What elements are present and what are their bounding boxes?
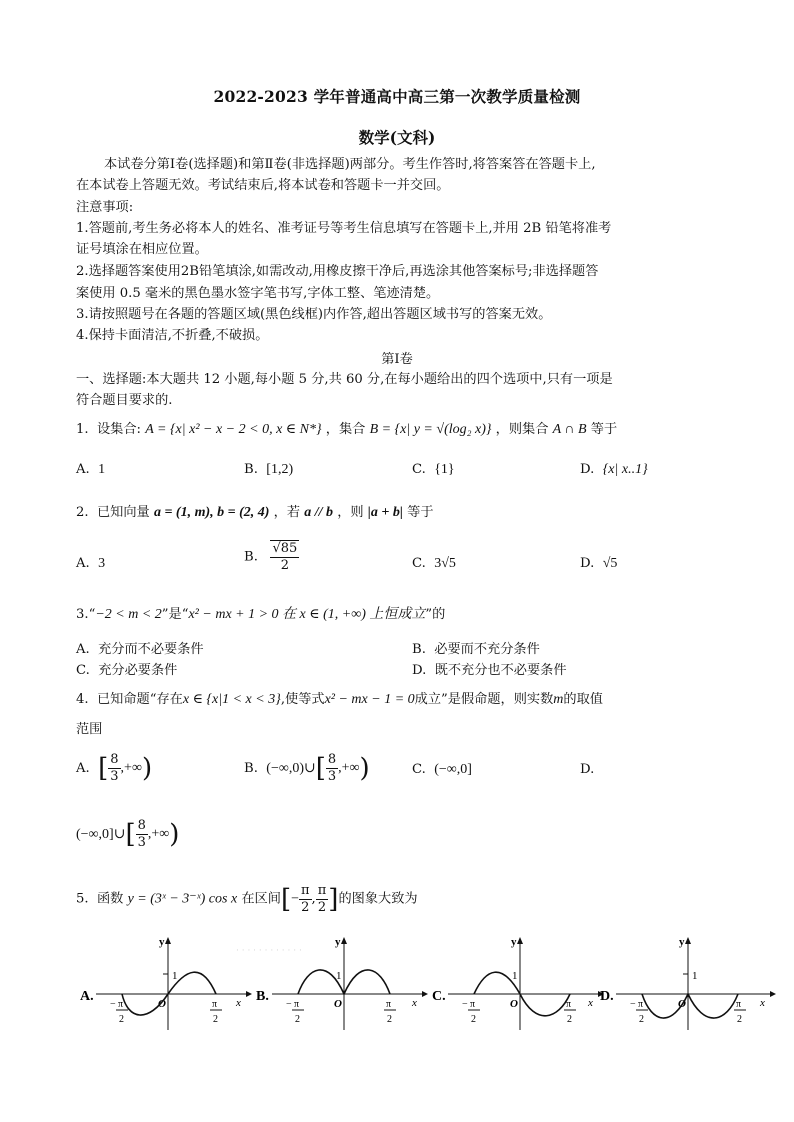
svg-text:2: 2 <box>737 1014 742 1025</box>
question-number: 5. <box>76 891 89 907</box>
question-number: 1. <box>76 422 89 437</box>
q1-option-d: D. {x| x..1} <box>580 462 648 477</box>
svg-text:C.: C. <box>432 989 446 1004</box>
question-4-continued: 范围 <box>76 722 103 737</box>
function-expression: y = (3ˣ − 3⁻ˣ) cos x <box>127 891 238 907</box>
graph-option-b <box>252 932 428 1032</box>
svg-text:2: 2 <box>567 1014 572 1025</box>
question-text: ，若 <box>273 505 301 520</box>
svg-text:2: 2 <box>213 1014 218 1025</box>
note-2a: 2.选择题答案使用2B铅笔填涂,如需改动,用橡皮擦干净后,再选涂其他答案标号;非选择题答 <box>76 264 599 279</box>
q3-option-c: C. 充分必要条件 <box>76 663 178 678</box>
question-1 <box>76 420 617 440</box>
svg-text:O: O <box>678 998 686 1010</box>
question-text: ，则 <box>337 505 364 520</box>
question-text: 等于 <box>407 505 434 520</box>
svg-text:O: O <box>334 998 342 1010</box>
question-text: 设集合: <box>96 422 141 437</box>
svg-text:1: 1 <box>692 970 698 982</box>
svg-text:π: π <box>386 999 392 1010</box>
section-desc-2: 符合题目要求的. <box>76 393 173 408</box>
svg-text:−: − <box>110 999 116 1010</box>
q3-option-d: D. 既不充分也不必要条件 <box>412 663 567 678</box>
intersection-expression: A ∩ B <box>552 422 587 437</box>
q4-option-b: B. (−∞,0)∪[ $\frac{8}{3}$ ,+∞) <box>244 752 370 784</box>
svg-text:π: π <box>736 999 742 1010</box>
note-3: 3.请按照题号在各题的答题区域(黑色线框)内作答,超出答题区域书写的答案无效。 <box>76 307 552 322</box>
parallel-condition: a // b <box>304 505 333 520</box>
graph-option-d <box>600 932 776 1032</box>
q3-option-a: A. 充分而不必要条件 <box>76 642 204 657</box>
svg-text:O: O <box>158 998 166 1010</box>
graph-label: A. <box>80 989 94 1004</box>
svg-text:π: π <box>470 999 476 1010</box>
q4-option-d-label: D. <box>580 762 595 777</box>
question-text: 已知向量 <box>96 505 150 520</box>
q4-option-d: (−∞,0]∪[ $\frac{8}{3}$ ,+∞) <box>76 818 180 850</box>
question-number: 4. <box>76 692 89 707</box>
y-axis-arrow-icon <box>341 937 347 944</box>
svg-text:x: x <box>236 997 241 1009</box>
watermark-fragment: · · · · · · · · · · · · <box>236 946 302 956</box>
svg-text:1: 1 <box>172 970 178 982</box>
svg-text:x: x <box>412 997 417 1009</box>
svg-text:1: 1 <box>336 970 342 982</box>
note-1a: 1.答题前,考生务必将本人的姓名、准考证号等考生信息填写在答题卡上,并用 2B 铅笔将准考 <box>76 221 612 236</box>
y-axis-arrow-icon <box>685 937 691 944</box>
question-number: 2. <box>76 505 89 520</box>
svg-text:π: π <box>118 999 124 1010</box>
question-text: 等于 <box>590 422 618 437</box>
section-desc-1: 一、选择题:本大题共 12 小题,每小题 5 分,共 60 分,在每小题给出的四个选项中,只有一项是 <box>76 372 613 387</box>
exam-subtitle: 数学(文科) <box>358 128 436 147</box>
q2-option-c: C. 3√5 <box>412 556 456 571</box>
svg-text:−: − <box>630 999 636 1010</box>
equation-expression: x² − mx − 1 = 0 <box>324 692 415 707</box>
condition-2: x² − mx + 1 > 0 在 x ∈ (1, +∞) 上恒成立 <box>188 607 426 622</box>
question-3: 3.“−2 < m < 2”是“x² − mx + 1 > 0 在 x ∈ (1, +∞) 上恒成立”的 <box>76 607 446 622</box>
question-number: 3. <box>76 607 89 622</box>
section-title: 第Ⅰ卷 <box>381 352 413 367</box>
svg-text:D.: D. <box>600 989 614 1004</box>
magnitude-expression: |a + b| <box>367 505 403 520</box>
q1-option-c: C. {1} <box>412 462 455 477</box>
svg-text:π: π <box>294 999 300 1010</box>
q4-option-c: C. (−∞,0] <box>412 762 472 777</box>
question-5: 5. 函数 y = (3ˣ − 3⁻ˣ) cos x 在区间[− $\frac{\pi}{2}$ , $\frac{\pi}{2}$ ]的图象大致为 <box>76 883 418 915</box>
svg-text:−: − <box>286 999 292 1010</box>
svg-text:O: O <box>510 998 518 1010</box>
question-4: 4. 已知命题“存在x ∈ {x|1 < x < 3},使等式x² − mx − 1 = 0成立”是假命题，则实数m的取值 <box>76 692 603 707</box>
svg-text:2: 2 <box>639 1014 644 1025</box>
svg-text:π: π <box>566 999 572 1010</box>
svg-text:x: x <box>760 997 765 1009</box>
intro-line-2: 在本试卷上答题无效。考试结束后,将本试卷和答题卡一并交回。 <box>76 178 450 193</box>
svg-text:y: y <box>335 936 341 948</box>
q1-option-a: A. 1 <box>76 462 106 477</box>
set-a-expression: A = {x| x² − x − 2 < 0, x ∈ N*} <box>145 422 322 437</box>
fraction-numerator: √85 <box>272 541 298 556</box>
q3-option-b: B. 必要而不充分条件 <box>412 642 540 657</box>
note-1b: 证号填涂在相应位置。 <box>76 242 208 257</box>
svg-text:2: 2 <box>119 1014 124 1025</box>
y-axis-arrow-icon <box>517 937 523 944</box>
vector-expression: a = (1, m), b = (2, 4) <box>153 505 270 520</box>
question-text: ，则集合 <box>495 422 549 437</box>
svg-text:B.: B. <box>256 989 269 1004</box>
svg-text:2: 2 <box>471 1014 476 1025</box>
svg-text:π: π <box>212 999 218 1010</box>
note-4: 4.保持卡面清洁,不折叠,不破损。 <box>76 328 269 343</box>
q2-option-d: D. √5 <box>580 556 618 571</box>
exam-title: 2022-2023 学年普通高中高三第一次教学质量检测 <box>213 87 581 106</box>
intro-line-1: 本试卷分第Ⅰ卷(选择题)和第Ⅱ卷(非选择题)两部分。考生作答时,将答案答在答题卡上, <box>104 157 596 172</box>
q2-option-b: B. $\frac{√85}{2}$ <box>244 541 298 573</box>
svg-text:π: π <box>638 999 644 1010</box>
y-axis-arrow-icon <box>165 937 171 944</box>
graph-option-a <box>76 932 252 1032</box>
svg-text:y: y <box>159 936 165 948</box>
svg-text:2: 2 <box>387 1014 392 1025</box>
question-text: ，集合 <box>325 422 366 437</box>
q1-option-b: B. [1,2) <box>244 462 294 477</box>
set-b-expression: B = {x| y = √(log₂ x)} <box>369 422 492 437</box>
fraction-denominator: 2 <box>280 558 290 573</box>
svg-text:−: − <box>462 999 468 1010</box>
svg-text:1: 1 <box>512 970 518 982</box>
svg-text:y: y <box>511 936 517 948</box>
graph-option-c <box>428 932 604 1032</box>
notes-heading: 注意事项: <box>76 200 134 215</box>
domain-expression: x ∈ {x|1 < x < 3} <box>182 692 281 707</box>
note-2b: 案使用 0.5 毫米的黑色墨水签字笔书写,字体工整、笔迹清楚。 <box>76 286 440 301</box>
svg-text:y: y <box>679 936 685 948</box>
q2-option-a: A. 3 <box>76 556 106 571</box>
x-axis-arrow-icon <box>770 991 776 997</box>
condition-1: −2 < m < 2 <box>95 607 162 622</box>
question-2 <box>76 503 434 523</box>
svg-text:x: x <box>588 997 593 1009</box>
svg-text:2: 2 <box>295 1014 300 1025</box>
q4-option-a: A. [ $\frac{8}{3}$ ,+∞) <box>76 752 153 784</box>
